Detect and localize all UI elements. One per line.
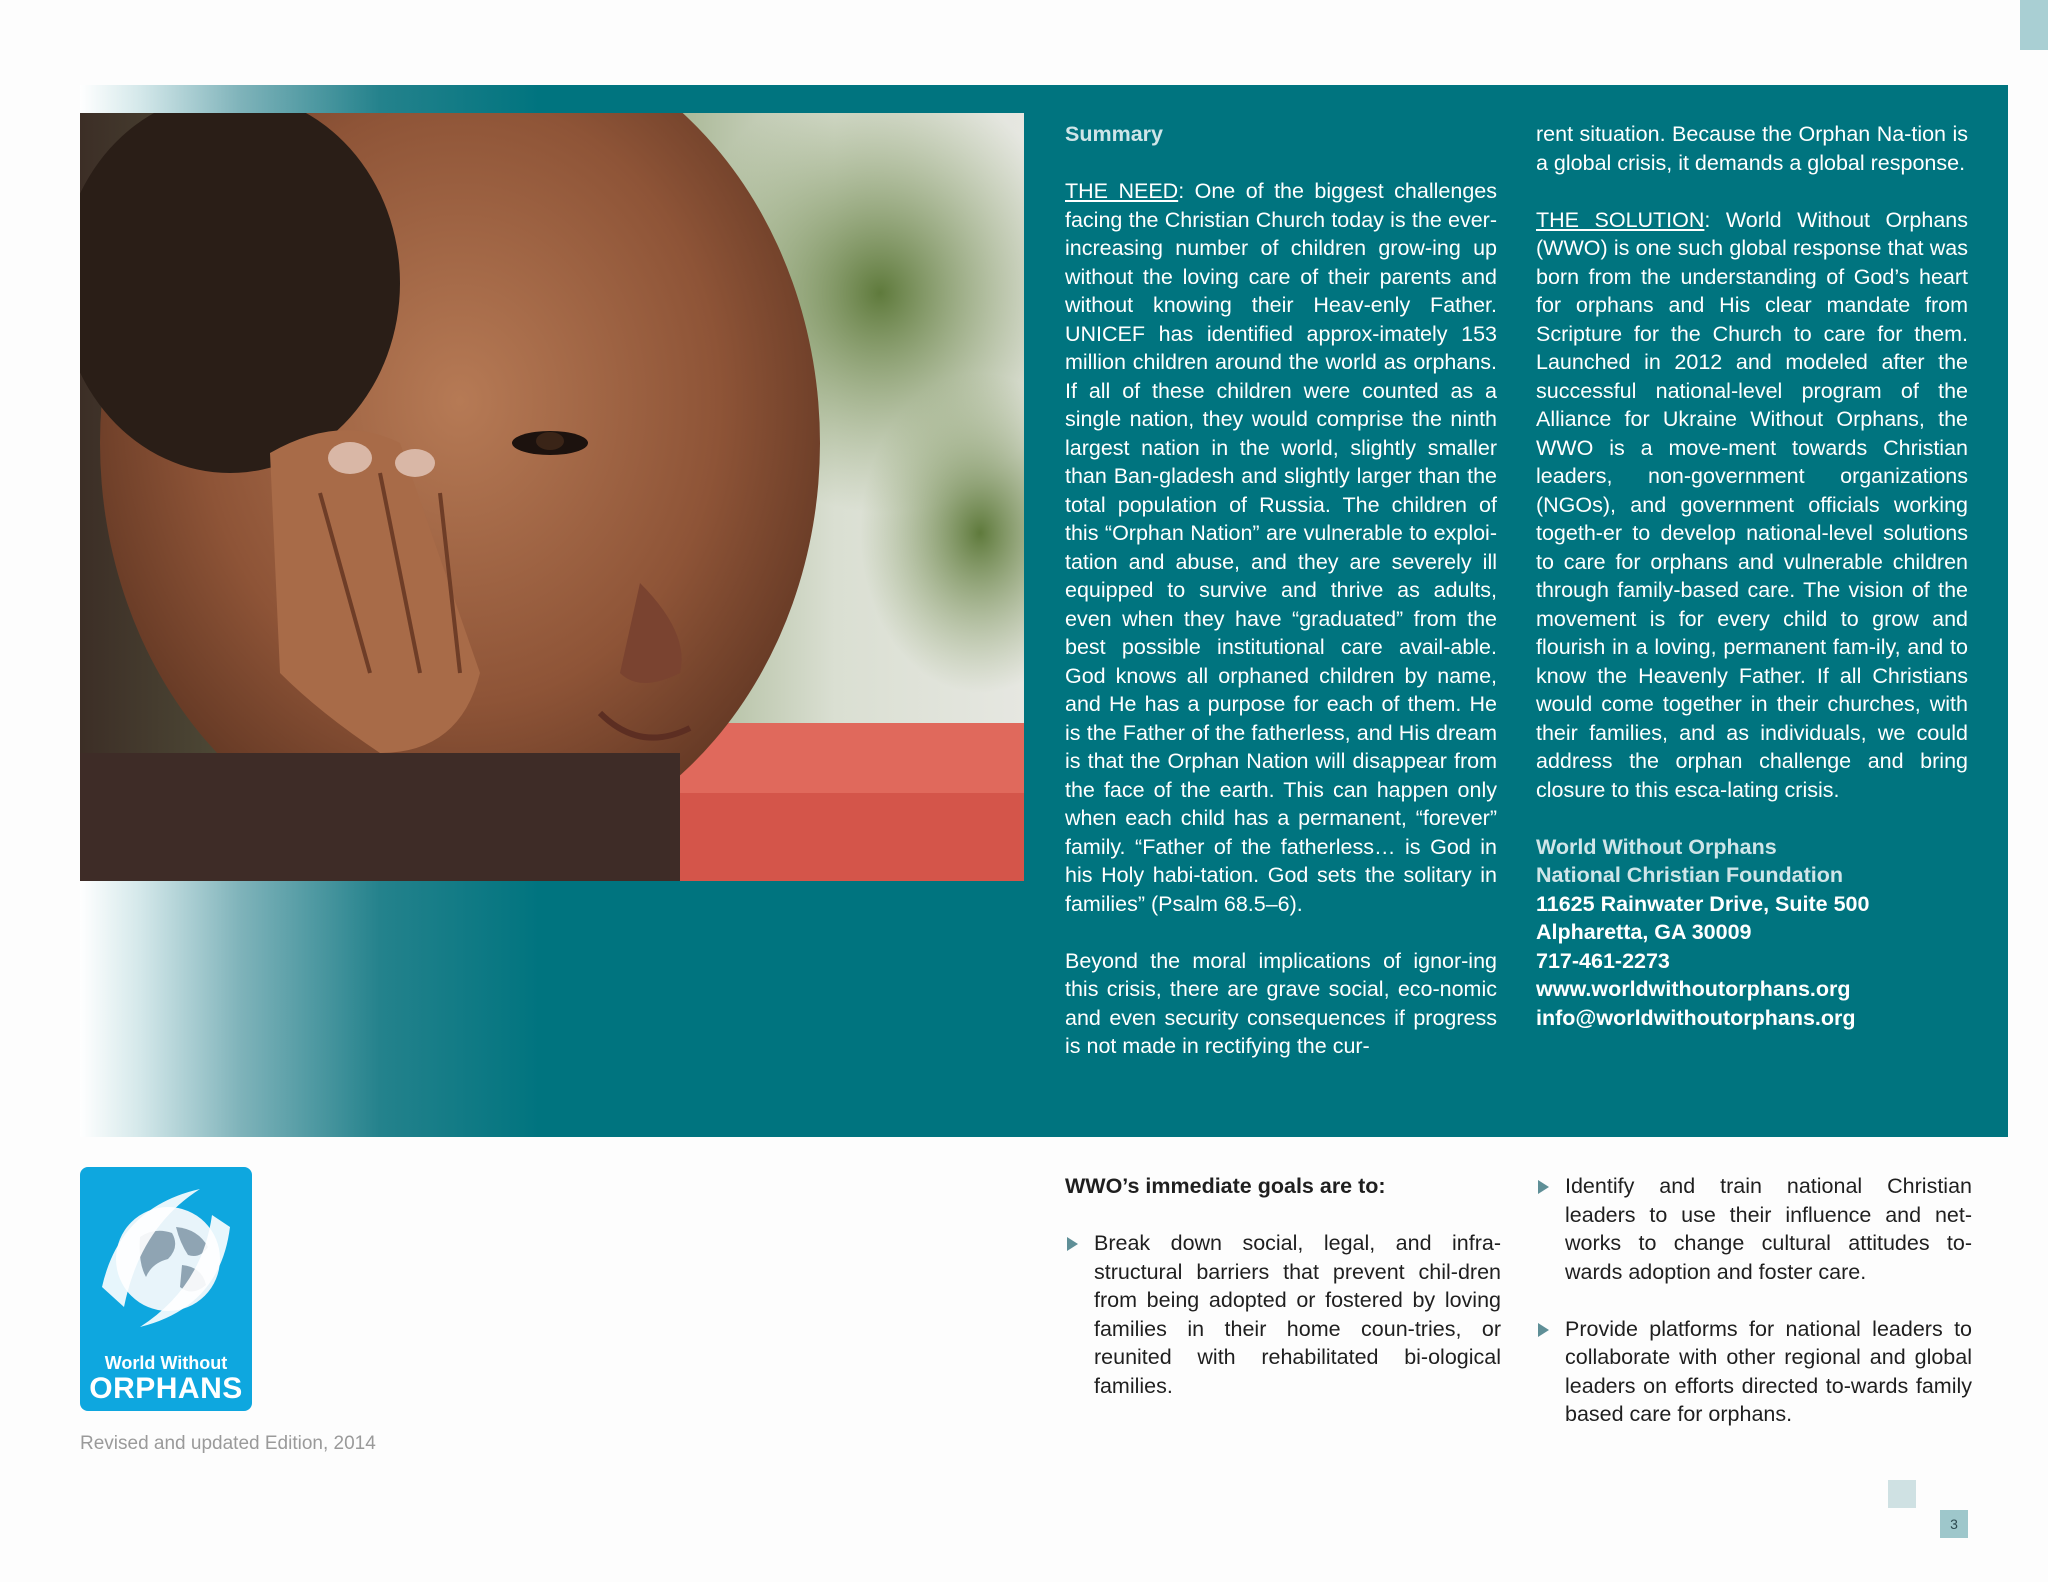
bullet-arrow-icon (1538, 1180, 1549, 1194)
corner-tab (2020, 0, 2048, 50)
contact-website[interactable]: www.worldwithoutorphans.org (1536, 977, 1851, 1001)
contact-address: 11625 Rainwater Drive, Suite 500 (1536, 891, 1870, 916)
decorative-square (1888, 1480, 1916, 1508)
page-number: 3 (1940, 1510, 1968, 1538)
solution-text: : World Without Orphans (WWO) is one such global response that was born from the understanding of God’s heart for orphans and His clear mandate from Scripture for the Church to care for them. Launched in 2012 and modeled after the successful national-level program of the Alliance for Ukraine Without Orphans, the WWO is a move-ment towards Christian leaders, non-government organizations (NGOs), and government officials working togeth-er to develop national-level solutions to care for orphans and vulnerable children through family-based care. The vision of the movement is for every child to grow and flourish in a loving, permanent fam-ily, and to know the Heavenly Father. If all Christians would come together in their churches, with their families, and as individuals, we could address the orphan challenge and bring closure to this esca-lating crisis. (1536, 207, 1968, 802)
logo-text-line2: ORPHANS (89, 1372, 243, 1405)
need-text: : One of the biggest challenges facing the Christian Church today is the ever-increasing number of children grow-ing up without the loving care of their parents and without knowing their Heav-enly Father. UNICEF has identified approx-imately 153 million children around the world as orphans. If all of these children were counted as a single nation, they would comprise the ninth largest nation in the world, slightly smaller than Ban-gladesh and slightly larger than the total population of Russia. The children of this “Orphan Nation” are vulnerable to exploi-tation and abuse, and they are severely ill equipped to survive and thrive as adults, even when they have “graduated” from the best possible institutional care avail-able. God knows all orphaned children by name, and He has a purpose for each of them. He is the Father of the fatherless, and His dream is that the Orphan Nation will disappear from the face of the earth. This can happen only when each child has a permanent, “forever” family. “Father of the fatherless… is God in his Holy habi-tation. God sets the solitary in families” (Psalm 68.5–6). (1065, 179, 1497, 916)
continued-paragraph: rent situation. Because the Orphan Na-tion is a global crisis, it demands a global response. (1536, 122, 1968, 175)
goal-text: Identify and train national Christian leaders to use their influence and net-works to change cultural attitudes to-wards adoption and foster care. (1565, 1174, 1972, 1284)
need-paragraph (1065, 177, 1497, 918)
need-label: THE NEED (1065, 179, 1179, 203)
edition-note: Revised and updated Edition, 2014 (80, 1433, 376, 1454)
contact-block (1536, 833, 1968, 1033)
summary-column-1 (1065, 120, 1497, 1089)
summary-heading: Summary (1065, 122, 1163, 146)
wwo-logo (80, 1167, 252, 1411)
globe-icon (80, 1167, 252, 1357)
logo-text-line1: World Without (104, 1353, 228, 1373)
contact-phone: 717-461-2273 (1536, 948, 1670, 973)
logo-box (80, 1167, 252, 1411)
solution-paragraph (1536, 206, 1968, 805)
contact-email[interactable]: info@worldwithoutorphans.org (1536, 1005, 1856, 1030)
bullet-arrow-icon (1538, 1323, 1549, 1337)
contact-city: Alpharetta, GA 30009 (1536, 920, 1752, 944)
beyond-paragraph: Beyond the moral implications of ignor-ing this crisis, there are grave social, eco-nomic and even security consequences if progress is not made in rectifying the cur- (1065, 948, 1497, 1058)
goal-item (1536, 1172, 1972, 1286)
goals-column-2 (1536, 1172, 1972, 1457)
contact-foundation: National Christian Foundation (1536, 863, 1843, 887)
goal-item (1536, 1315, 1972, 1429)
summary-column-2 (1536, 120, 1968, 1032)
solution-label: THE SOLUTION (1536, 207, 1705, 232)
contact-org: World Without Orphans (1536, 834, 1777, 859)
bullet-arrow-icon (1067, 1237, 1078, 1251)
goal-text: Provide platforms for national leaders to collaborate with other regional and global leaders on efforts directed to-wards family based care for orphans. (1565, 1316, 1972, 1426)
goal-item (1065, 1229, 1501, 1400)
goal-text: Break down social, legal, and infra-structural barriers that prevent chil-dren from being adopted or fostered by loving families in their home coun-tries, or reunited with rehabilitated bi-ological families. (1094, 1231, 1501, 1398)
goals-title: WWO’s immediate goals are to: (1065, 1174, 1386, 1198)
goals-column-1 (1065, 1172, 1501, 1429)
child-photo (80, 113, 1024, 881)
